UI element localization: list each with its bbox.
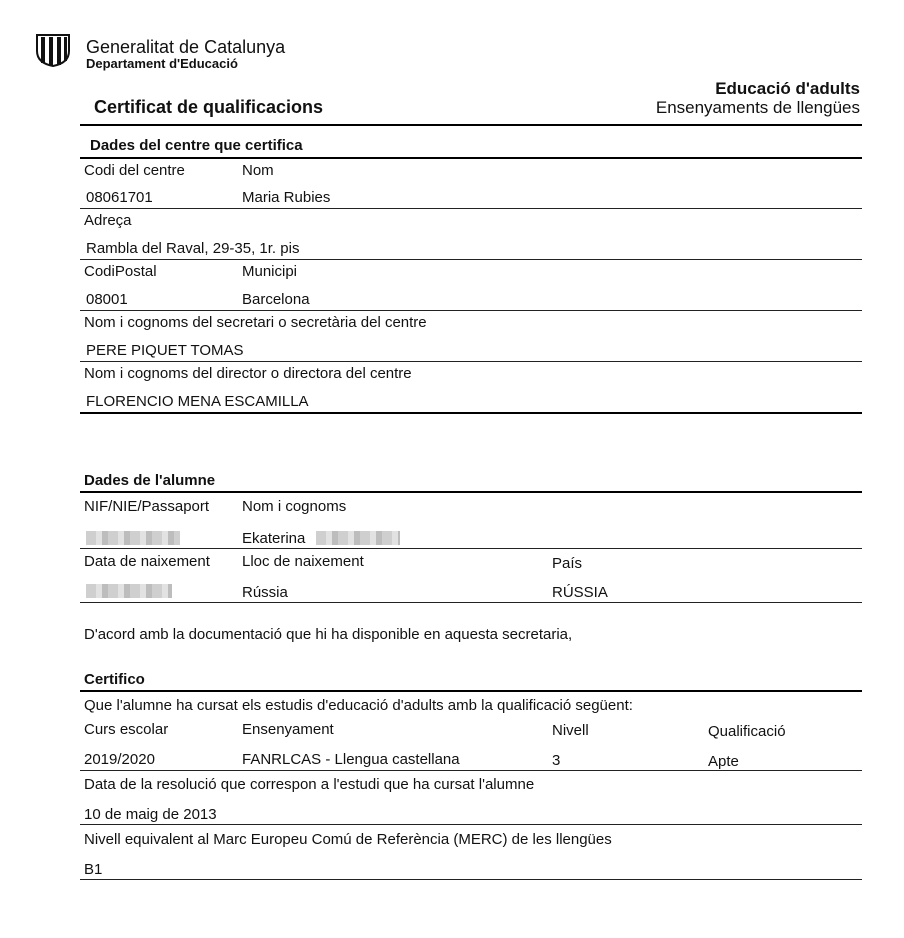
centre-name-label: Nom — [242, 162, 274, 179]
divider — [80, 208, 862, 209]
birth-date-label: Data de naixement — [84, 553, 210, 570]
merc-label: Nivell equivalent al Marc Europeu Comú de Referència (MERC) de les llengües — [84, 831, 612, 848]
centre-section-title: Dades del centre que certifica — [90, 137, 303, 154]
address-label: Adreça — [84, 212, 132, 229]
course-value: FANRLCAS - Llengua castellana — [242, 751, 460, 768]
redacted-birth-date — [86, 584, 172, 598]
city-value: Barcelona — [242, 291, 310, 308]
centre-code-label: Codi del centre — [84, 162, 185, 179]
divider — [80, 310, 862, 311]
student-id-label: NIF/NIE/Passaport — [84, 498, 210, 515]
country-label: País — [552, 555, 583, 572]
document-title: Certificat de qualificacions — [94, 97, 324, 117]
divider — [80, 602, 862, 603]
postal-code-label: CodiPostal — [84, 263, 157, 280]
city-label: Municipi — [242, 263, 298, 280]
course-label: Ensenyament — [242, 721, 334, 738]
centre-section-end-rule — [80, 412, 862, 414]
birthplace-value: Rússia — [242, 584, 288, 601]
certificate-section-rule — [80, 690, 862, 692]
school-year-label: Curs escolar — [84, 721, 169, 738]
grade-value: Apte — [708, 753, 739, 770]
divider — [80, 879, 862, 880]
divider — [80, 770, 862, 771]
director-label: Nom i cognoms del director o directora del centre — [84, 365, 412, 382]
student-section-rule — [80, 491, 862, 493]
student-first-name: Ekaterina — [242, 530, 306, 547]
birthplace-label: Lloc de naixement — [242, 553, 364, 570]
postal-code-value: 08001 — [86, 291, 128, 308]
divider — [80, 824, 862, 825]
redacted-surname — [316, 531, 400, 545]
statement-text: D'acord amb la documentació que hi ha disponible en aquesta secretaria, — [84, 626, 573, 643]
generalitat-logo — [35, 33, 71, 67]
student-section-title: Dades de l'alumne — [84, 472, 216, 489]
level-value: 3 — [552, 752, 561, 769]
centre-code-value: 08061701 — [86, 189, 153, 206]
grade-label: Qualificació — [708, 723, 786, 740]
address-value: Rambla del Raval, 29-35, 1r. pis — [86, 240, 300, 257]
certificate-section-title: Certifico — [84, 671, 145, 688]
resolution-label: Data de la resolució que correspon a l'estudi que ha cursat l'alumne — [84, 776, 535, 793]
certificate-intro: Que l'alumne ha cursat els estudis d'educació d'adults amb la qualificació següent: — [84, 697, 633, 714]
centre-section-rule — [80, 157, 862, 159]
divider — [80, 548, 862, 549]
resolution-date: 10 de maig de 2013 — [84, 806, 217, 823]
student-name-label: Nom i cognoms — [242, 498, 347, 515]
secretary-value: PERE PIQUET TOMAS — [86, 342, 244, 359]
header-rule — [80, 124, 862, 126]
redacted-id — [86, 531, 180, 545]
secretary-label: Nom i cognoms del secretari o secretària del centre — [84, 314, 427, 331]
org-name: Generalitat de Catalunya — [86, 37, 286, 57]
level-label: Nivell — [552, 722, 589, 739]
merc-value: B1 — [84, 861, 103, 878]
director-value: FLORENCIO MENA ESCAMILLA — [86, 393, 309, 410]
program-subtitle: Ensenyaments de llengües — [655, 98, 860, 117]
school-year-value: 2019/2020 — [84, 751, 155, 768]
program-title: Educació d'adults — [715, 79, 860, 98]
centre-name-value: Maria Rubies — [242, 189, 331, 206]
department-name: Departament d'Educació — [86, 56, 238, 71]
country-value: RÚSSIA — [552, 584, 608, 601]
divider — [80, 259, 862, 260]
divider — [80, 361, 862, 362]
